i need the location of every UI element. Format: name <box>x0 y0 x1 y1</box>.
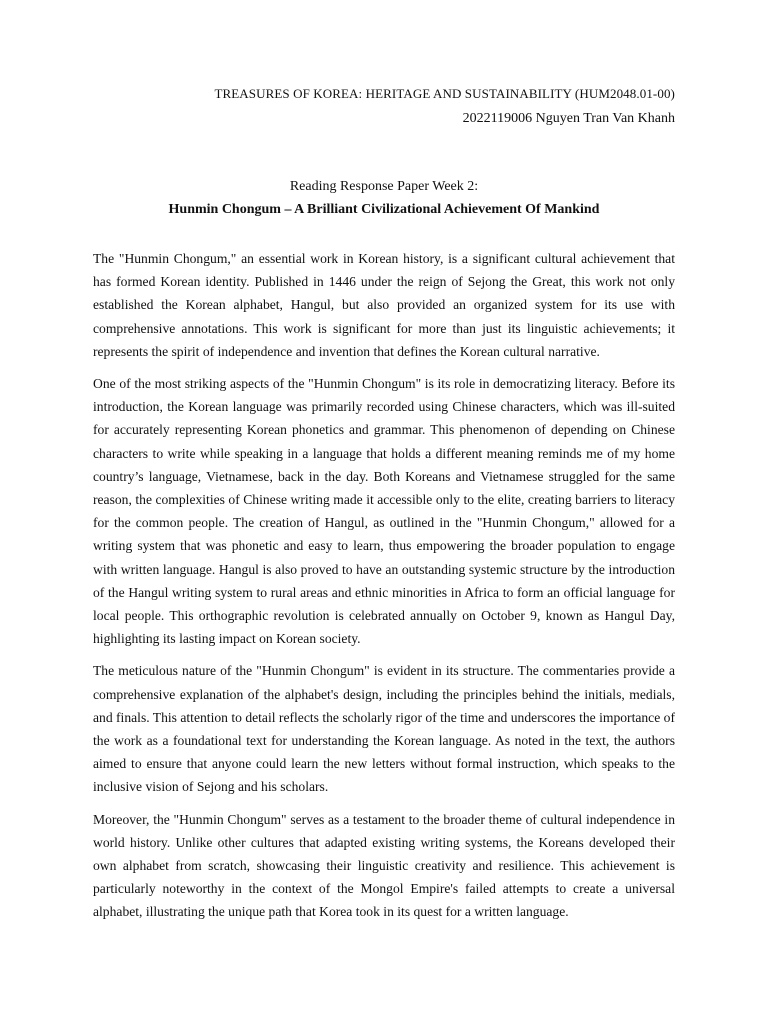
paragraph-1: The "Hunmin Chongum," an essential work in Korean history, is a significant cultural achievement that has formed Korean identity. Published in 1446 under the reign of Sejong the Great, this work not only established the Korean alphabet, Hangul, but also provided an organized system for its use with comprehensive annotations. This work is significant for more than just its linguistic achievements; it represents the spirit of independence and invention that defines the Korean cultural narrative. <box>93 251 675 359</box>
paragraph-2: One of the most striking aspects of the "Hunmin Chongum" is its role in democratizing literacy. Before its introduction, the Korean language was primarily recorded using Chinese characters, which was ill-suited for accurately representing Korean phonetics and grammar. This phenomenon of depending on Chinese characters to write while speaking in a language that holds a different meaning reminds me of my home country’s language, Vietnamese, back in the day. Both Koreans and Vietnamese struggled for the same reason, the complexities of Chinese writing made it accessible only to the elite, creating barriers to literacy for the common people. The creation of Hangul, as outlined in the "Hunmin Chongum," allowed for a writing system that was phonetic and easy to learn, thus empowering the broader population to engage with written language. Hangul is also proved to have an outstanding systemic structure by the introduction of the Hangul writing system to rural areas and ethnic minorities in Africa to form an official language for local people. This orthographic revolution is celebrated annually on October 9, known as Hangul Day, highlighting its lasting impact on Korean society. <box>93 376 675 647</box>
paper-title: Hunmin Chongum – A Brilliant Civilizational Achievement Of Mankind <box>168 202 600 217</box>
document-body <box>93 247 675 924</box>
course-title: TREASURES OF KOREA: HERITAGE AND SUSTAINABILITY (HUM2048.01-00) <box>214 86 675 101</box>
paper-subtitle: Reading Response Paper Week 2: <box>289 179 479 194</box>
paragraph-3: The meticulous nature of the "Hunmin Chongum" is evident in its structure. The commentaries provide a comprehensive explanation of the alphabet's design, including the principles behind the initials, medials, and finals. This attention to detail reflects the scholarly rigor of the time and underscores the importance of the work as a foundational text for understanding the Korean language. As noted in the text, the authors aimed to ensure that anyone could learn the new letters without formal instruction, which speaks to the inclusive vision of Sejong and his scholars. <box>93 663 675 795</box>
heading-block <box>93 177 675 220</box>
paragraph-4: Moreover, the "Hunmin Chongum" serves as a testament to the broader theme of cultural independence in world history. Unlike other cultures that adapted existing writing systems, the Koreans developed their own alphabet from scratch, showcasing their linguistic creativity and resilience. This achievement is particularly noteworthy in the context of the Mongol Empire's failed attempts to create a universal alphabet, illustrating the unique path that Korea took in its quest for a written language. <box>93 811 675 920</box>
author-line: 2022119006 Nguyen Tran Van Khanh <box>462 111 675 126</box>
